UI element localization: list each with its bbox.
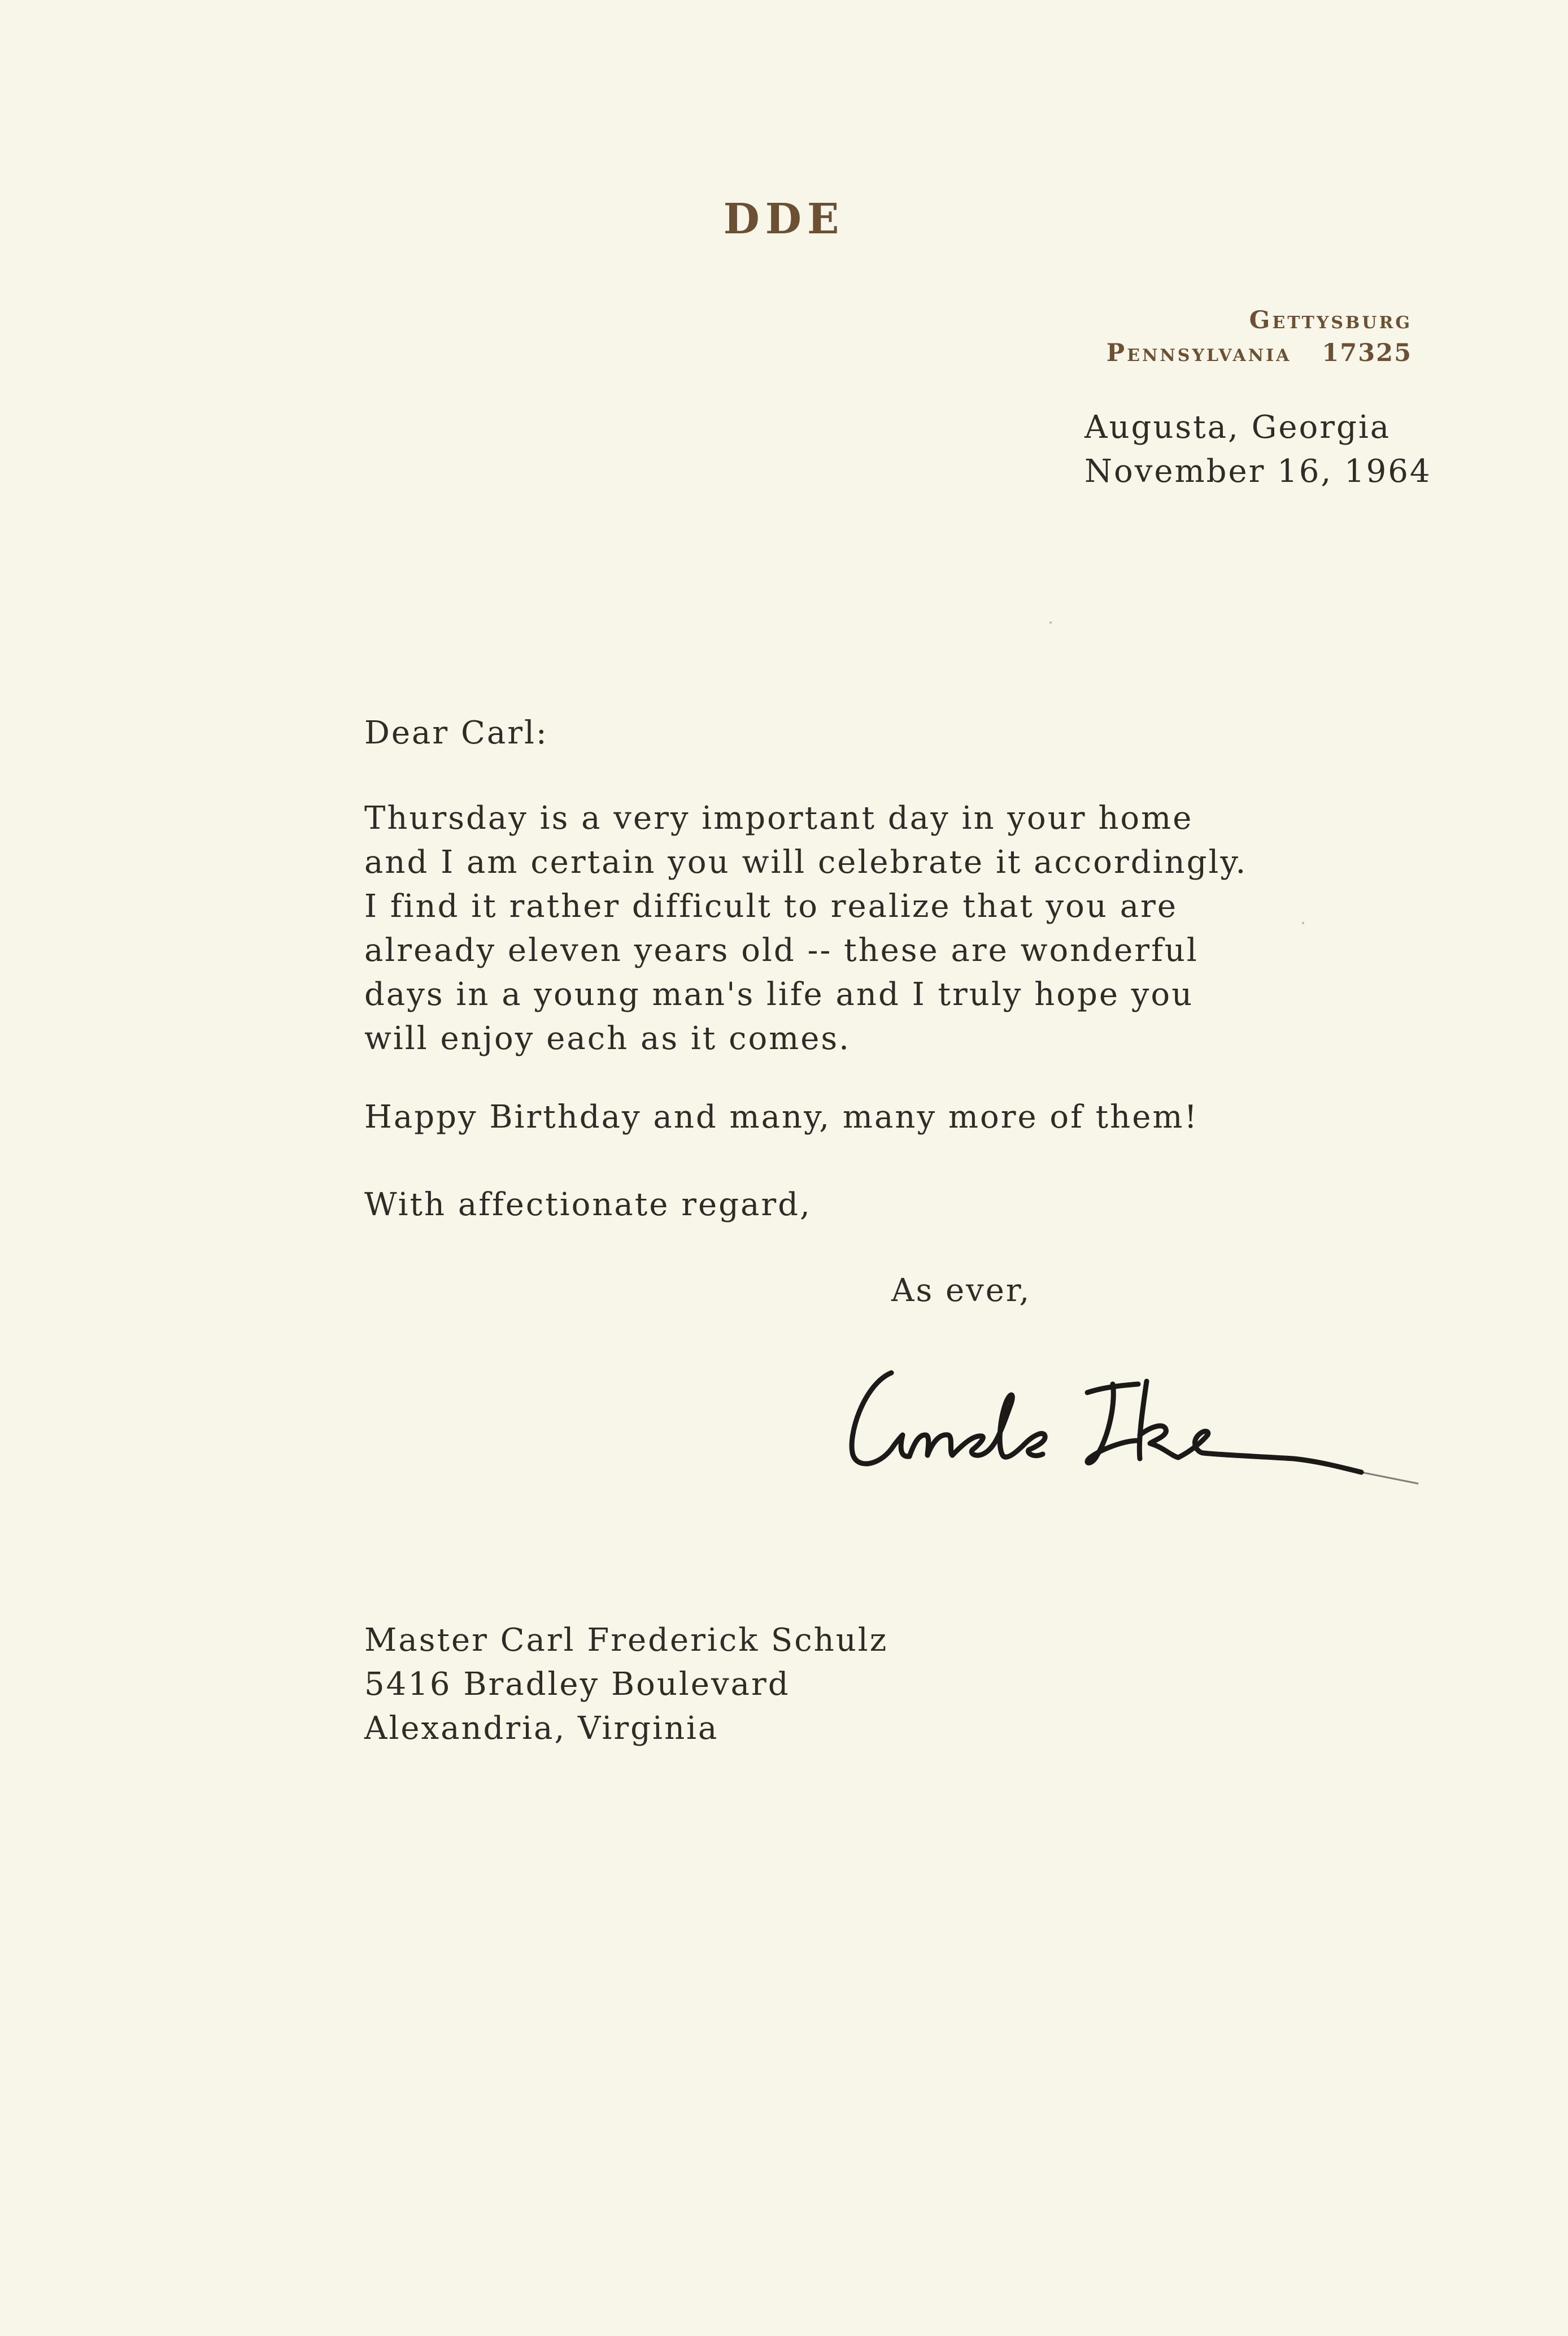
body-line: I find it rather difficult to realize that you are	[364, 888, 1178, 925]
birthday-wish: Happy Birthday and many, many more of them!	[364, 1099, 1199, 1136]
recipient-address	[364, 1619, 888, 1751]
dateline	[1084, 406, 1432, 494]
recipient-city: Alexandria, Virginia	[364, 1710, 719, 1747]
salutation: Dear Carl:	[364, 715, 548, 751]
letterhead-address	[1107, 304, 1412, 369]
recipient-street: 5416 Bradley Boulevard	[364, 1666, 790, 1703]
regards-line: With affectionate regard,	[364, 1186, 812, 1223]
letterhead-monogram: DDE	[723, 195, 845, 243]
dateline-place: Augusta, Georgia	[1084, 409, 1391, 446]
body-line: Thursday is a very important day in your home	[364, 800, 1194, 837]
body-line: and I am certain you will celebrate it accordingly.	[364, 844, 1248, 881]
body-line: already eleven years old -- these are wonderful	[364, 932, 1199, 969]
closing-line: As ever,	[891, 1272, 1031, 1309]
paper-speck	[1302, 922, 1304, 924]
body-line: days in a young man's life and I truly hope you	[364, 976, 1194, 1013]
letterhead-state-line	[1107, 337, 1412, 369]
recipient-name: Master Carl Frederick Schulz	[364, 1622, 888, 1659]
letterhead-city: Gettysburg	[1249, 306, 1412, 334]
handwritten-signature	[830, 1350, 1452, 1497]
letterhead-zip: 17325	[1322, 339, 1412, 367]
body-line: will enjoy each as it comes.	[364, 1020, 851, 1057]
paper-speck	[1049, 621, 1052, 624]
letterhead-state: Pennsylvania	[1106, 339, 1292, 367]
body-paragraph	[364, 797, 1381, 1061]
dateline-date: November 16, 1964	[1084, 453, 1432, 490]
